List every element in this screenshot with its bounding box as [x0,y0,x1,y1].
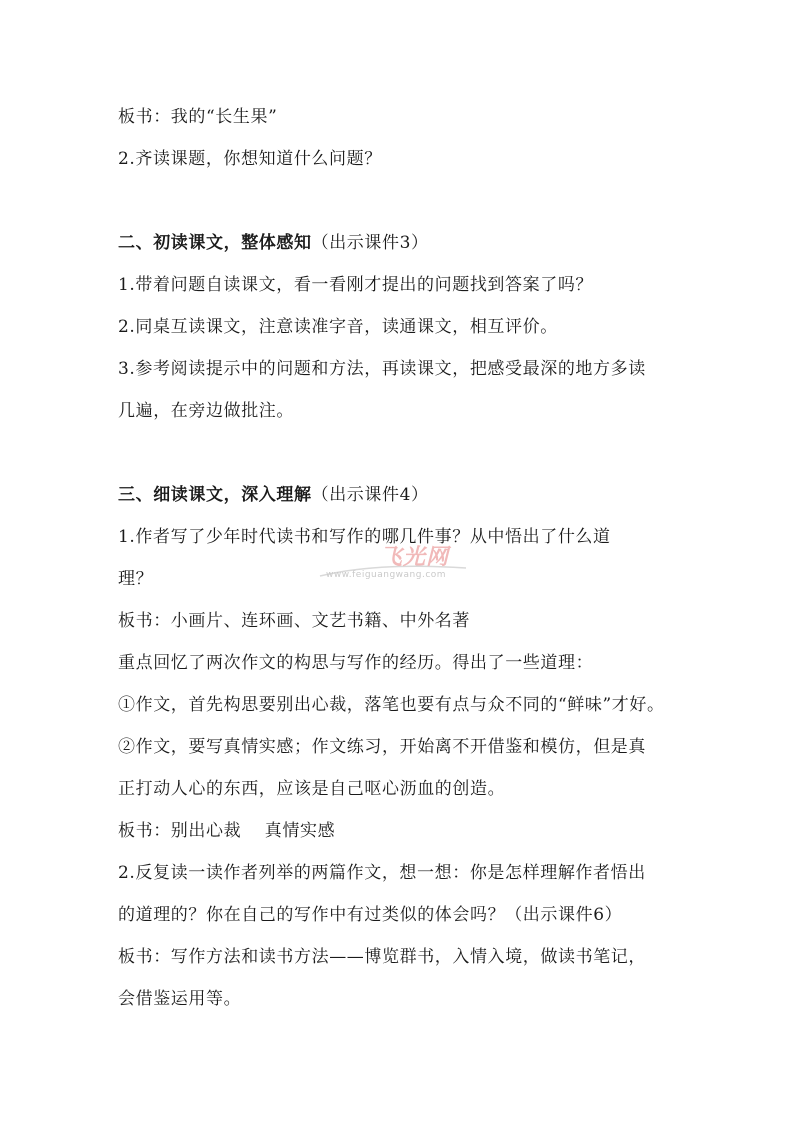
section-2-heading [118,231,429,255]
section-3-item-2: 2.反复读一读作者列举的两篇作文，想一想：你是怎样理解作者悟出 [118,863,646,883]
section-2-courseware: （出示课件3） [311,233,429,253]
board-note-methods: 板书：写作方法和读书方法——博览群书，入情入境，做读书笔记， [118,947,646,967]
point-2-cont: 正打动人心的东西，应该是自己呕心沥血的创造。 [118,779,506,799]
section-3-item-1: 1.作者写了少年时代读书和写作的哪几件事？从中悟出了什么道 [118,527,611,547]
watermark-url: www.feiguangwang.com [326,570,447,580]
section-3-courseware: （出示课件4） [311,485,429,505]
watermark-brand: 飞光网 [380,545,450,570]
step-2-read-title: 2.齐读课题，你想知道什么问题？ [118,149,382,169]
board-note-title: 板书：我的“长生果” [118,107,278,127]
board-note-writing: 板书：别出心裁 真情实感 [118,821,336,841]
section-3-heading [118,483,429,507]
section-2-item-3: 3.参考阅读提示中的问题和方法，再读课文，把感受最深的地方多读 [118,359,646,379]
section-3-item-2-cont: 的道理的？你在自己的写作中有过类似的体会吗？（出示课件6） [118,905,623,925]
section-2-title: 二、初读课文，整体感知 [118,233,312,253]
section-3-item-1-cont: 理？ [118,569,154,589]
board-note-books: 板书：小画片、连环画、文艺书籍、中外名著 [118,611,470,631]
section-3-title: 三、细读课文，深入理解 [118,485,312,505]
section-2-item-1: 1.带着问题自读课文，看一看刚才提出的问题找到答案了吗？ [118,275,594,295]
point-2: ②作文，要写真情实感；作文练习，开始离不开借鉴和模仿，但是真 [118,737,646,757]
watermark [318,540,468,590]
section-2-item-2: 2.同桌互读课文，注意读准字音，读通课文，相互评价。 [118,317,558,337]
board-note-methods-cont: 会借鉴运用等。 [118,989,242,1009]
point-1: ①作文，首先构思要别出心裁，落笔也要有点与众不同的“鲜味”才好。 [118,695,665,715]
paragraph-summary: 重点回忆了两次作文的构思与写作的经历。得出了一些道理： [118,653,594,673]
section-2-item-3-cont: 几遍，在旁边做批注。 [118,401,294,421]
